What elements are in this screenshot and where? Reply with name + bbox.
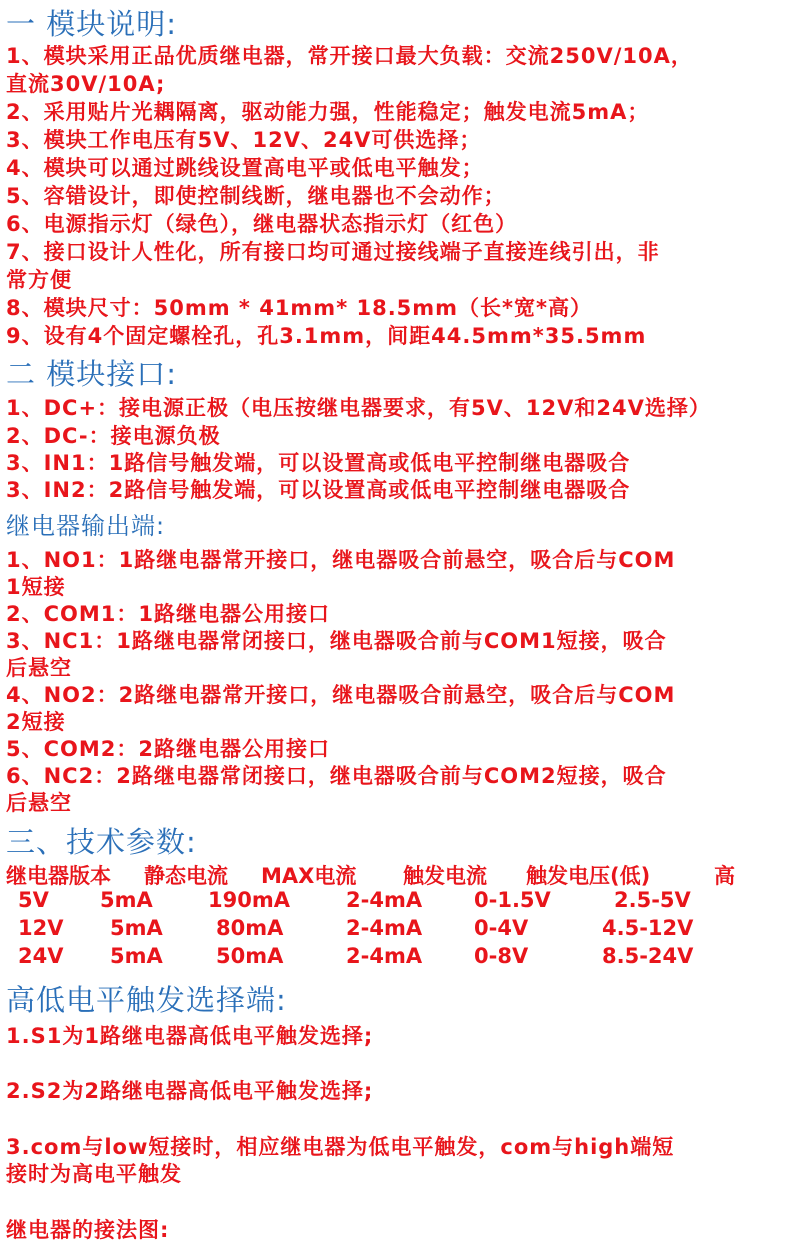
table-cell: 12V: [18, 916, 64, 940]
section-title-trigger-select: 高低电平触发选择端:: [6, 983, 287, 1017]
section-title-tech-params: 三、技术参数:: [6, 825, 197, 859]
text-line: 3、模块工作电压有5V、12V、24V可供选择；: [6, 128, 482, 152]
table-cell: 2-4mA: [346, 888, 423, 912]
section-title-module-description: 一 模块说明:: [6, 7, 177, 41]
text-line: 后悬空: [6, 656, 72, 680]
table-header-cell: 静态电流: [144, 864, 228, 888]
text-line: 3、NC1：1路继电器常闭接口，继电器吸合前与COM1短接，吸合: [6, 629, 667, 653]
table-cell: 50mA: [216, 944, 284, 968]
table-row: [6, 944, 786, 974]
text-line: 6、电源指示灯（绿色），继电器状态指示灯（红色）: [6, 212, 518, 236]
table-cell: 0-4V: [474, 916, 529, 940]
table-header-cell: MAX电流: [261, 864, 357, 888]
table-cell: 5mA: [100, 888, 153, 912]
table-cell: 2-4mA: [346, 916, 423, 940]
table-cell: 0-1.5V: [474, 888, 551, 912]
text-line: 2、COM1：1路继电器公用接口: [6, 602, 330, 626]
text-line: 3、IN2：2路信号触发端，可以设置高或低电平控制继电器吸合: [6, 478, 631, 502]
text-line: 继电器的接法图:: [6, 1218, 170, 1242]
table-header-cell: 触发电压(低): [526, 864, 651, 888]
text-line: 5、容错设计，即使控制线断，继电器也不会动作；: [6, 184, 506, 208]
text-line: 4、模块可以通过跳线设置高电平或低电平触发；: [6, 156, 484, 180]
text-line: 8、模块尺寸：50mm * 41mm* 18.5mm（长*宽*高）: [6, 296, 593, 320]
table-cell: 24V: [18, 944, 64, 968]
text-line: 2短接: [6, 710, 66, 734]
text-line: 1、模块采用正品优质继电器，常开接口最大负载：交流250V/10A，: [6, 44, 693, 68]
table-row: [6, 888, 786, 918]
section-title-module-interface: 二 模块接口:: [6, 357, 177, 391]
text-line: 9、设有4个固定螺栓孔，孔3.1mm，间距44.5mm*35.5mm: [6, 324, 647, 348]
text-line: 6、NC2：2路继电器常闭接口，继电器吸合前与COM2短接，吸合: [6, 764, 667, 788]
text-line: 4、NO2：2路继电器常开接口，继电器吸合前悬空，吸合后与COM: [6, 683, 676, 707]
text-line: 3.com与low短接时，相应继电器为低电平触发，com与high端短: [6, 1135, 675, 1159]
table-cell: 190mA: [208, 888, 290, 912]
text-line: 常方便: [6, 268, 72, 292]
table-cell: 80mA: [216, 916, 284, 940]
text-line: 1、DC+：接电源正极（电压按继电器要求，有5V、12V和24V选择）: [6, 396, 711, 420]
table-header-cell: 触发电流: [403, 864, 487, 888]
table-cell: 8.5-24V: [602, 944, 694, 968]
table-cell: 5V: [18, 888, 49, 912]
text-line: 后悬空: [6, 791, 72, 815]
tech-table-header: [6, 860, 786, 890]
text-line: 5、COM2：2路继电器公用接口: [6, 737, 330, 761]
table-header-cell: 高: [714, 864, 735, 888]
text-line: 3、IN1：1路信号触发端，可以设置高或低电平控制继电器吸合: [6, 451, 631, 475]
table-cell: 5mA: [110, 944, 163, 968]
text-line: 2.S2为2路继电器高低电平触发选择;: [6, 1079, 374, 1103]
text-line: 2、DC-：接电源负极: [6, 424, 221, 448]
table-header-cell: 继电器版本: [6, 864, 111, 888]
table-cell: 2.5-5V: [614, 888, 691, 912]
text-line: 2、采用贴片光耦隔离，驱动能力强，性能稳定；触发电流5mA；: [6, 100, 650, 124]
text-line: 直流30V/10A;: [6, 72, 166, 96]
table-cell: 0-8V: [474, 944, 529, 968]
table-row: [6, 916, 786, 946]
text-line: 7、接口设计人性化，所有接口均可通过接线端子直接连线引出，非: [6, 240, 660, 264]
text-line: 1短接: [6, 575, 66, 599]
section-title-relay-output: 继电器输出端:: [6, 512, 166, 540]
table-cell: 5mA: [110, 916, 163, 940]
table-cell: 2-4mA: [346, 944, 423, 968]
text-line: 接时为高电平触发: [6, 1162, 182, 1186]
table-cell: 4.5-12V: [602, 916, 694, 940]
text-line: 1.S1为1路继电器高低电平触发选择;: [6, 1024, 374, 1048]
text-line: 1、NO1：1路继电器常开接口，继电器吸合前悬空，吸合后与COM: [6, 548, 676, 572]
